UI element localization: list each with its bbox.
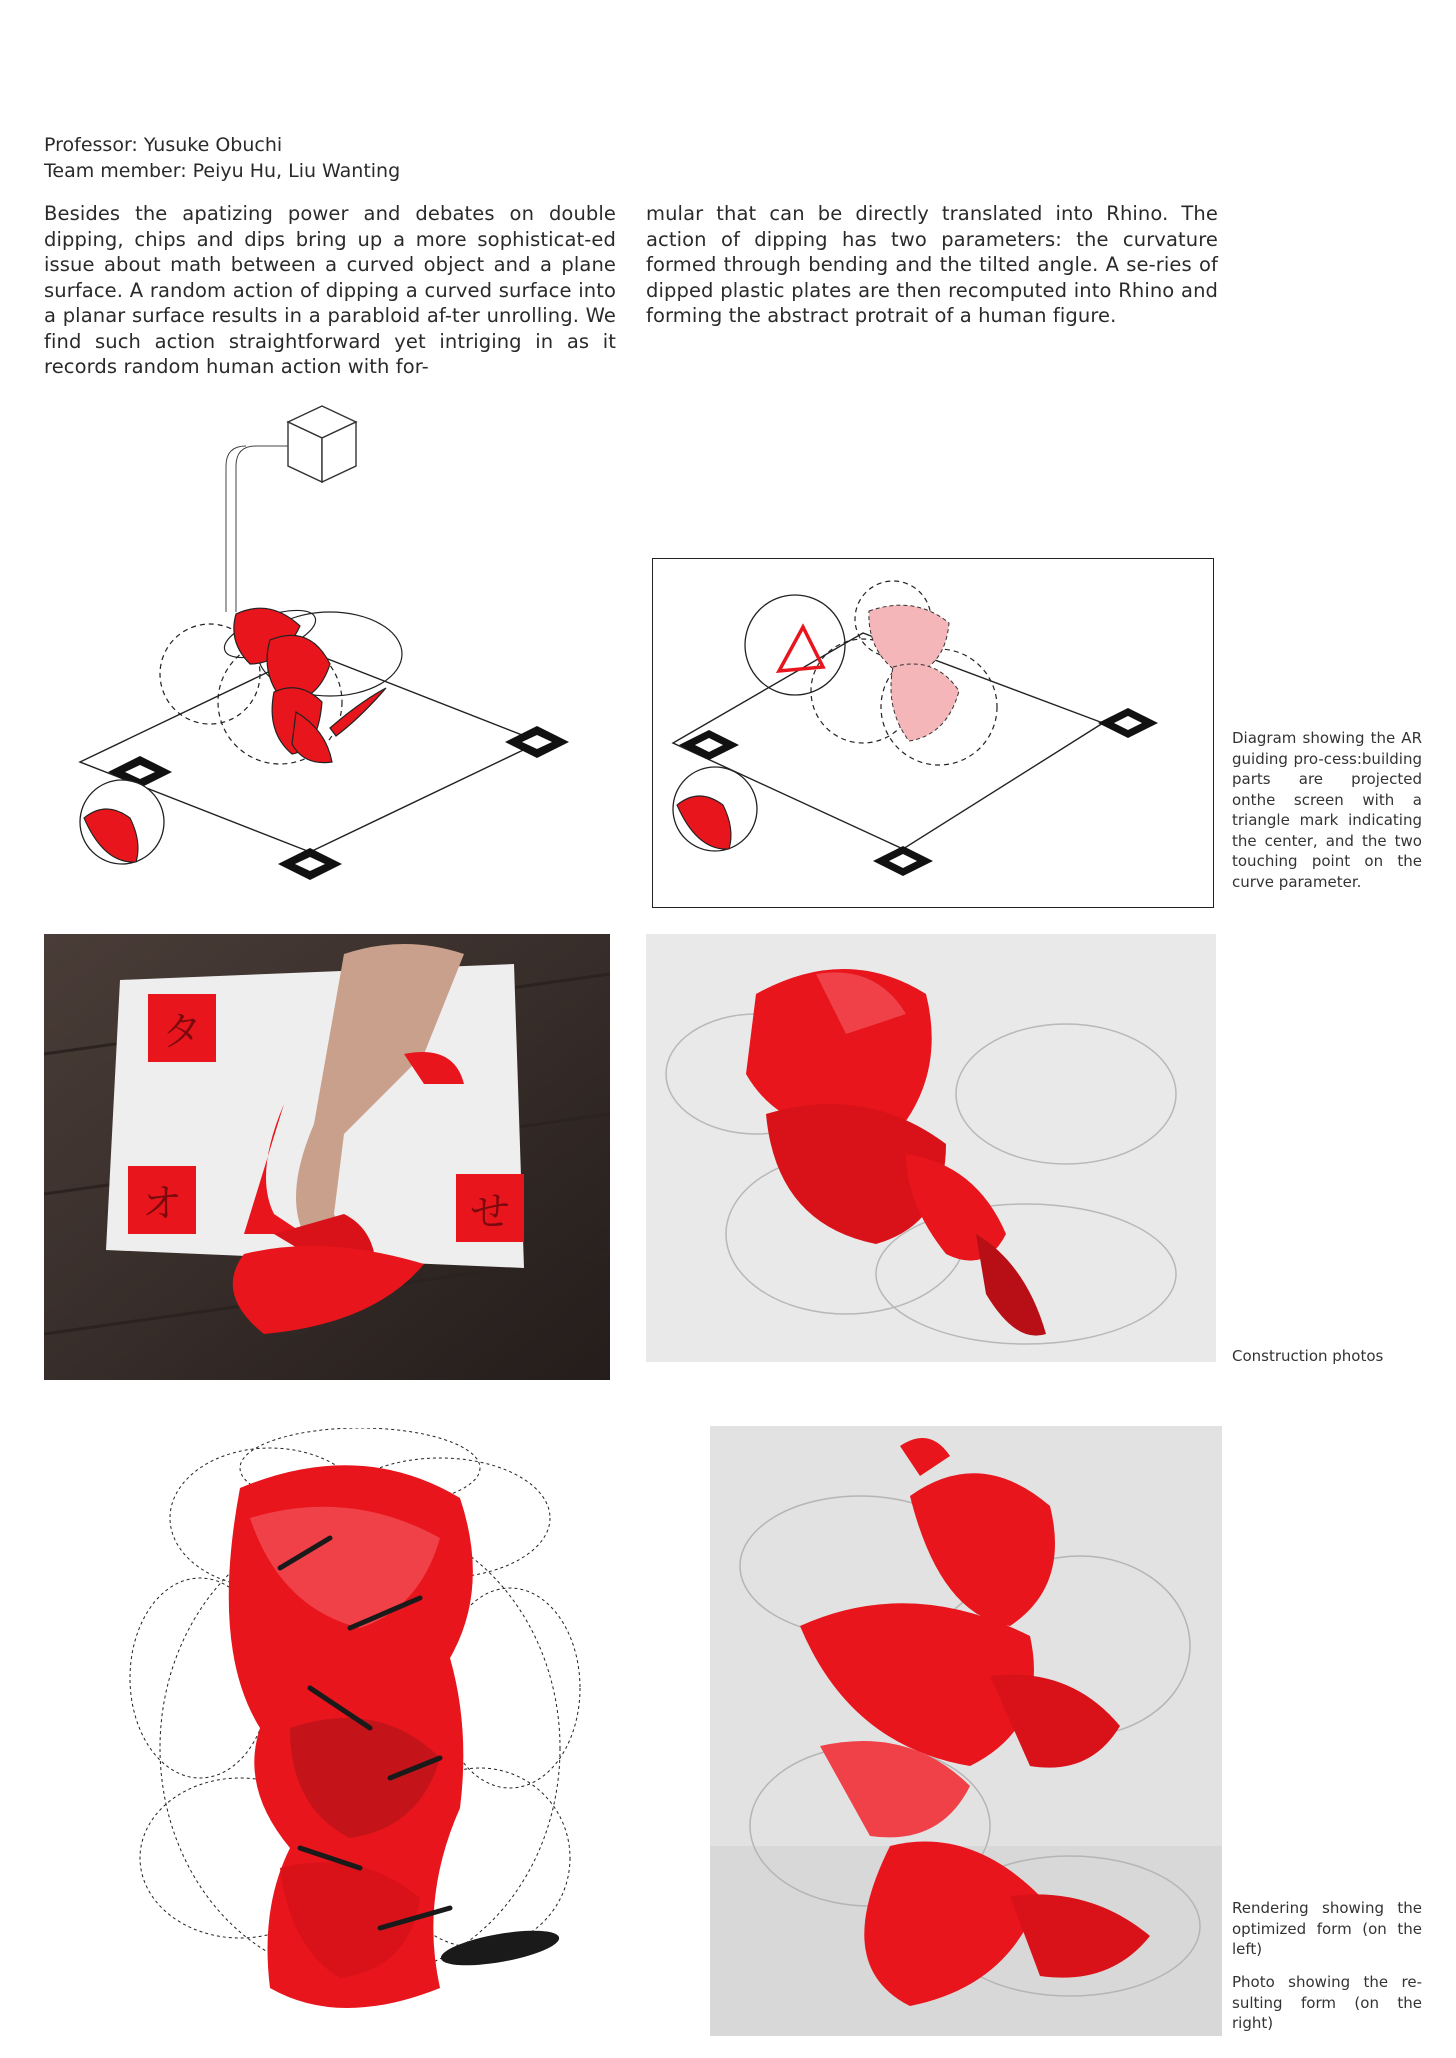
intro-column-2: mular that can be directly translated into Rhino. The action of dipping has two parameters: the curvature formed through bending and the tilted angle. A se-ries of dipped plastic plates are then recomputed into Rhino and forming the abstract protrait of a human figure. bbox=[646, 202, 1218, 327]
project-credits bbox=[44, 132, 400, 184]
construction-photo-1 bbox=[44, 934, 610, 1380]
marker-glyph-3: せ bbox=[470, 1189, 510, 1235]
detached-plate bbox=[80, 780, 164, 864]
team-line: Team member: Peiyu Hu, Liu Wanting bbox=[44, 160, 401, 182]
professor-line: Professor: Yusuke Obuchi bbox=[44, 134, 283, 156]
marker-right bbox=[505, 726, 569, 758]
construction-photo-2 bbox=[646, 934, 1216, 1362]
caption-construction: Construction photos bbox=[1232, 1347, 1384, 1365]
triangle-mark bbox=[779, 627, 823, 671]
caption-rendering: Rendering showing the optimized form (on the left) bbox=[1232, 1899, 1422, 1958]
rendering-optimized-form bbox=[120, 1428, 600, 2028]
marker-bottom bbox=[278, 848, 342, 880]
intro-column-1: Besides the apatizing power and debates on double dipping, chips and dips bring up a more sophisticat-ed issue about math between a curved object and a plane surface. A random action of dipping a curved surface into a planar surface results in a parabloid af-ter unrolling. We find such action straightforward yet intriging in as it records random human action with for- bbox=[44, 202, 616, 378]
marker-glyph-1: タ bbox=[162, 1009, 202, 1055]
ar-screen-diagram bbox=[652, 558, 1214, 908]
resulting-form-photo bbox=[710, 1426, 1222, 2036]
cube-icon bbox=[288, 406, 356, 482]
marker-glyph-2: オ bbox=[142, 1181, 182, 1227]
ar-setup-diagram bbox=[60, 402, 600, 902]
caption-photo: Photo showing the re-sulting form (on the right) bbox=[1232, 1973, 1422, 2032]
caption-diagram: Diagram showing the AR guiding pro-cess:building parts are projected onthe screen with a triangle mark indicating the center, and the two touching point on the curve parameter. bbox=[1232, 729, 1422, 891]
